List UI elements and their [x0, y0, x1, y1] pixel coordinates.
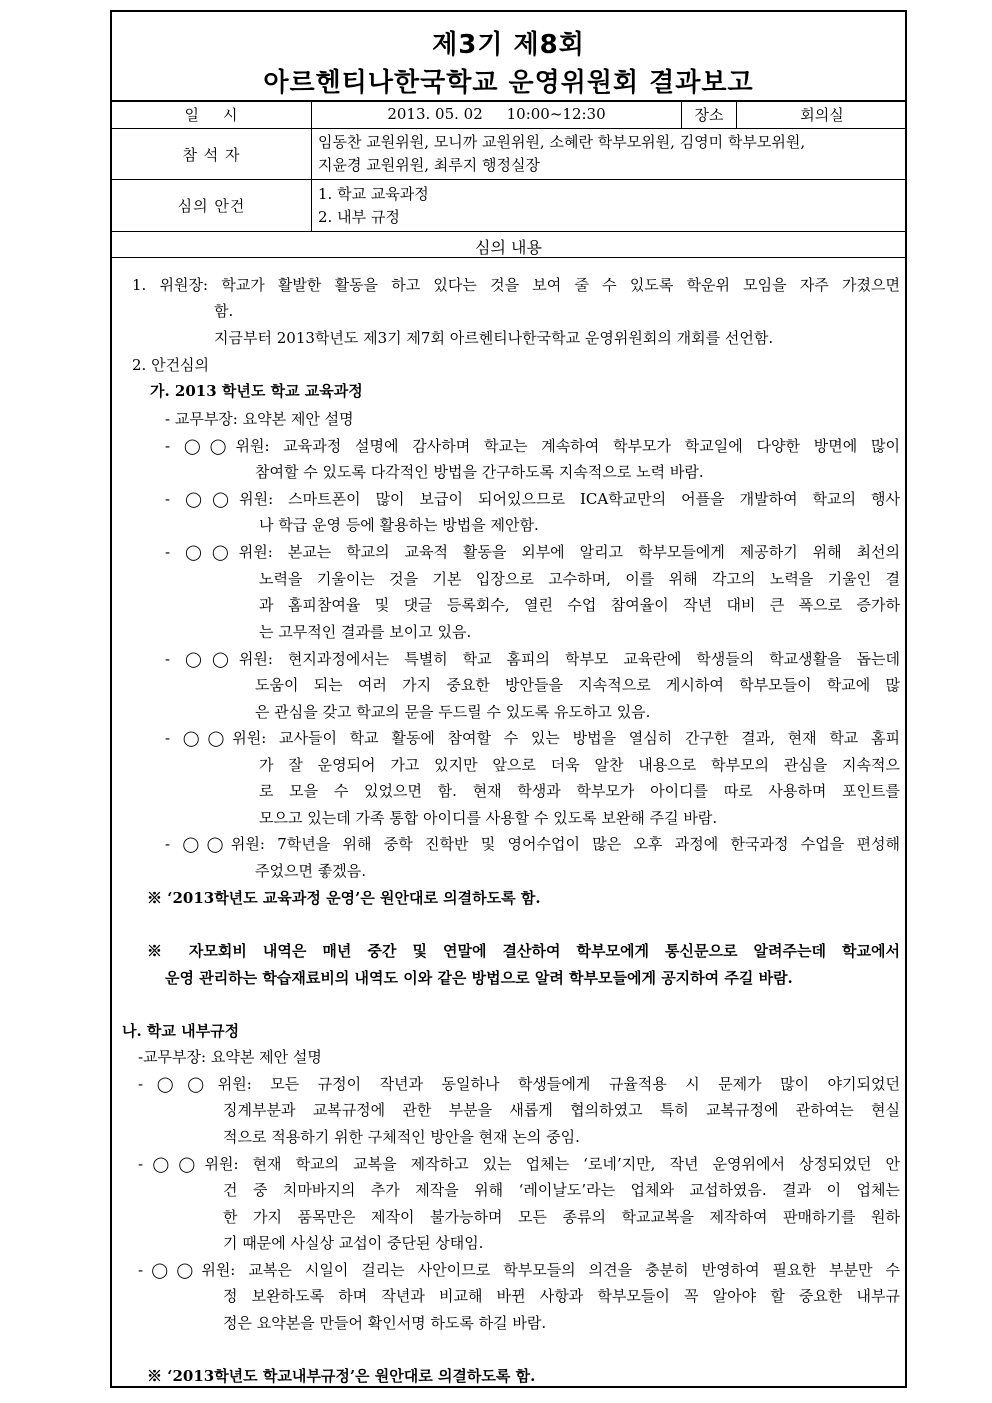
minutes-line: 참여할 수 있도록 다각적인 방법을 간구하도록 지속적으로 노력 바람.: [255, 463, 704, 481]
minutes-line: 1. 위원장: 학교가 활발한 활동을 하고 있다는 것을 보여 줄 수 있도록 학운위 모임을 자주 가졌으면: [132, 276, 900, 294]
minutes-line: 지금부터 2013학년도 제3기 제7회 아르헨티나한국학교 운영위원회의 개회를 선언함.: [214, 329, 774, 347]
agenda-item: 1. 학교 교육과정: [318, 184, 429, 203]
report-title-session: 제3기 제8회: [432, 30, 585, 60]
agenda-row: [112, 180, 905, 232]
minutes-line: 모으고 있는데 가족 통합 아이디를 사용할 수 있도록 보완해 주길 바람.: [259, 809, 718, 827]
minutes-line: - ◯◯위원: 스마트폰이 많이 보급이 되어있으므로 ICA학교만의 어플을 개발하여 학교의 행사: [165, 490, 900, 508]
minutes-line: - 교무부장: 요약본 제안 설명: [165, 410, 354, 428]
minutes-line: - ◯◯위원: 교사들이 학교 활동에 참여할 수 있는 방법을 열심히 간구한 결과, 현재 학교 홈피: [165, 729, 900, 747]
attendees-line: 임동찬 교원위원, 모니까 교원위원, 소혜란 학부모위원, 김영미 학부모위원,: [318, 133, 806, 151]
minutes-line: 건 중 치마바지의 추가 제작을 위해 ‘레이날도’라는 업체와 교섭하였음. 결과 이 업체는: [223, 1181, 900, 1199]
minutes-line: - ◯◯위원: 7학년을 위해 중학 진학반 및 영어수업이 많은 오후 과정에 한국과정 수업을 편성해: [165, 835, 900, 853]
place-value: 회의실: [800, 105, 844, 124]
agenda-item: 2. 내부 규정: [318, 207, 400, 226]
minutes-line: 함.: [214, 302, 234, 320]
remark-note: 운영 관리하는 학습재료비의 내역도 이와 같은 방법으로 알려 학부모들에게 공지하여 주길 바람.: [165, 969, 793, 987]
minutes-line: 로 모을 수 있었으면 함. 현재 학생과 학부모가 아이디를 따로 사용하며 포인트를: [259, 782, 900, 800]
minutes-line: 나 학급 운영 등에 활용하는 방법을 제안함.: [259, 516, 539, 534]
minutes-line: -◯◯위원: 교복은 시일이 걸리는 사안이므로 학부모들의 의견을 충분히 반영하여 필요한 부분만 수: [138, 1261, 900, 1279]
remark-note: ※ 자모회비 내역은 매년 중간 및 연말에 결산하여 학부모에게 통신문으로 알려주는데 학교에서: [147, 942, 900, 960]
resolution-note: ※ ‘2013학년도 교육과정 운영’은 원안대로 의결하도록 함.: [147, 889, 541, 907]
attendees-label: 참 석 자: [112, 129, 312, 179]
minutes-line: 적으로 적용하기 위한 구체적인 방안을 현재 논의 중임.: [223, 1128, 580, 1146]
minutes-line: - ◯◯위원: 본교는 학교의 교육적 활동을 외부에 알리고 학부모들에게 제공하기 위해 최선의: [165, 543, 900, 561]
minutes-line: 도움이 되는 여러 가지 중요한 방안들을 지속적으로 게시하여 학부모들이 학교에 많: [255, 676, 900, 694]
minutes-line: - ◯◯위원: 현지과정에서는 특별히 학교 홈피의 학부모 교육란에 학생들의 학교생활을 돕는데: [165, 650, 900, 668]
resolution-note: ※ ‘2013학년도 학교내부규정’은 원안대로 의결하도록 함.: [147, 1367, 536, 1385]
date-row: [112, 100, 905, 129]
attendees-value: [312, 129, 907, 179]
minutes-line: 과 홈피참여율 및 댓글 등록회수, 열린 수업 참여율이 작년 대비 큰 폭으로 증가하: [259, 596, 900, 614]
date-label: 일 시: [112, 100, 312, 128]
attendees-row: [112, 129, 905, 180]
content-header-row: [112, 232, 905, 258]
attendees-line: 지윤경 교원위원, 최루지 행정실장: [318, 156, 540, 174]
minutes-line: - ◯◯위원: 교육과정 설명에 감사하며 학교는 계속하여 학부모가 학교일에 다양한 방면에 많이: [165, 437, 900, 455]
minutes-line: -◯◯위원: 현재 학교의 교복을 제작하고 있는 업체는 ‘로네’지만, 작년 운영위에서 상정되었던 안: [138, 1155, 900, 1173]
section-heading: 나. 학교 내부규정: [122, 1022, 240, 1040]
agenda-list: [312, 180, 907, 231]
minutes-line: 노력을 기울이는 것을 기본 입장으로 고수하며, 이를 위해 각고의 노력을 기울인 결: [259, 570, 900, 588]
minutes-line: -◯◯위원: 모든 규정이 작년과 동일하나 학생들에게 규율적용 시 문제가 많이 야기되었던: [138, 1075, 900, 1093]
agenda-label: 심의 안건: [112, 180, 312, 231]
minutes-line: 은 관심을 갖고 학교의 문을 두드릴 수 있도록 유도하고 있음.: [255, 703, 651, 721]
minutes-line: 징계부분과 교복규정에 관한 부분을 새롭게 협의하였고 특히 교복규정에 관하여는 현실: [223, 1101, 900, 1119]
minutes-line: 한 가지 품목만은 제작이 불가능하며 모든 종류의 학교교복을 제작하여 판매하기를 원하: [223, 1208, 900, 1226]
report-frame: [110, 10, 907, 1388]
title-block: [112, 12, 905, 102]
date-value: 2013. 05. 02 10:00~12:30: [312, 100, 682, 128]
content-header: 심의 내용: [475, 238, 542, 257]
section-heading: 가. 2013 학년도 학교 교육과정: [150, 382, 363, 400]
report-title-main: 아르헨티나한국학교 운영위원회 결과보고: [263, 68, 754, 98]
minutes-line: 2. 안건심의: [132, 356, 210, 374]
minutes-line: 는 고무적인 결과를 보이고 있음.: [259, 623, 472, 641]
minutes-line: 가 잘 운영되어 가고 있지만 앞으로 더욱 알찬 내용으로 학부모의 관심을 지속적으: [259, 756, 900, 774]
minutes-line: 주었으면 좋겠음.: [255, 862, 366, 880]
minutes-line: 기 때문에 사실상 교섭이 중단된 상태임.: [223, 1234, 484, 1252]
minutes-line: 정 보완하도록 하며 작년과 비교해 바뀐 사항과 학부모들이 꼭 알아야 할 중요한 내부규: [223, 1287, 900, 1305]
minutes-line: 정은 요약본을 만들어 확인서명 하도록 하길 바람.: [223, 1314, 547, 1332]
minutes-line: -교무부장: 요약본 제안 설명: [138, 1048, 322, 1066]
place-label: 장소: [682, 100, 737, 128]
